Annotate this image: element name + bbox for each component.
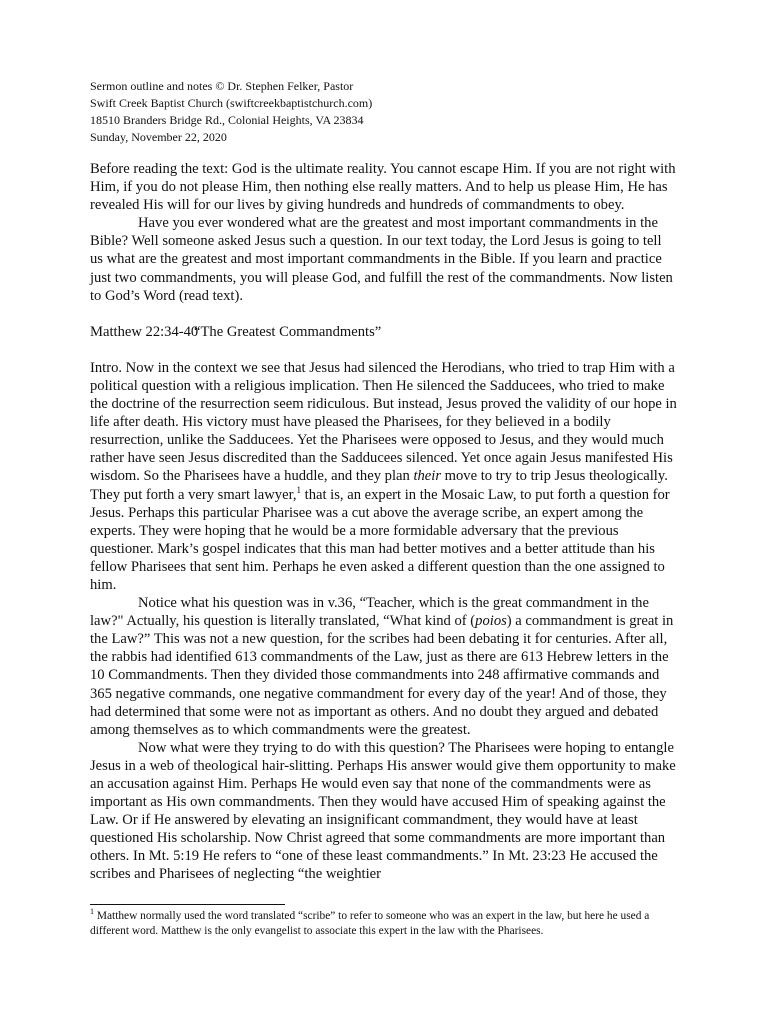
footnote-divider xyxy=(90,904,285,905)
body-paragraph-2-text-a: Notice what his question was in v.36, “Teacher, which is the great commandment in the law?" Actually, his question is literally translated, “What kind of ( xyxy=(90,595,649,630)
body-paragraph-1-emphasis: their xyxy=(413,468,442,485)
sermon-title: “The Greatest Commandments” xyxy=(194,323,382,340)
body-paragraph-1-text-c: that is, an expert in the Mosaic Law, to put forth a question for Jesus. Perhaps this particular Pharisee was a cut above the average scribe, an expert among the experts. They were hoping that he would be a more formidable adversary that the previous questioner. Mark’s gospel indicates that this man had better motives and a better attitude than his fellow Pharisees that sent him. Perhaps he even asked a different question than the one assigned to him. xyxy=(90,486,670,593)
intro-paragraph-1: Before reading the text: God is the ultimate reality. You cannot escape Him. If you are not right with Him, if you do not please Him, then nothing else really matters. And to help us please Him, He has revealed His will for our lives by giving hundreds and hundreds of commandments to obey. xyxy=(90,161,676,214)
header-author-line: Sermon outline and notes © Dr. Stephen Felker, Pastor xyxy=(90,79,354,93)
header-date-line: Sunday, November 22, 2020 xyxy=(90,130,227,144)
intro-paragraph-2: Have you ever wondered what are the greatest and most important commandments in the Bible? Well someone asked Jesus such a question. In our text today, the Lord Jesus is going to tell us what are the greatest and most important commandments in the Bible. If you learn and practice just two commandments, you will please God, and fulfill the rest of the commandments. Now listen to God’s Word (read text). xyxy=(90,215,673,304)
footnote-text: Matthew normally used the word translated “scribe” to refer to someone who was an expert in the law, but here he used a different word. Matthew is the only evangelist to associate this expert in the law with the Pharisees. xyxy=(90,910,650,937)
header-church-line: Swift Creek Baptist Church (swiftcreekbaptistchurch.com) xyxy=(90,96,373,110)
document-page xyxy=(90,78,678,884)
body-paragraph-1-text-b: move to try to trip Jesus theologically. They put forth a very smart lawyer, xyxy=(90,468,668,503)
sermon-body xyxy=(90,160,678,884)
body-paragraph-2-text-b: ) a commandment is great in the Law?” This was not a new question, for the scribes had been debating it for centuries. After all, the rabbis had identified 613 commandments of the Law, just as there are 613 Hebrew letters in the 10 Commandments. Then they divided those commandments into 248 affirmative commands and 365 negative commands, one negative commandment for every day of the year! And of those, they had determined that some were not as important as others. And no doubt they argued and debated among themselves as to which commandments were the greatest. xyxy=(90,613,674,738)
sermon-header xyxy=(90,78,678,146)
body-paragraph-3: Now what were they trying to do with this question? The Pharisees were hoping to entangle Jesus in a web of theological hair-slitting. Perhaps His answer would give them opportunity to make an accusation against Him. Perhaps He would even say that none of the commandments were as important as His own commandments. Then they would have accused Him of speaking against the Law. Or if He answered by elevating an insignificant commandment, they would have at least questioned His scholarship. Now Christ agreed that some commandments are more important than others. In Mt. 5:19 He refers to “one of these least commandments.” In Mt. 23:23 He accused the scribes and Pharisees of neglecting “the weightier xyxy=(90,739,676,883)
footnote xyxy=(90,909,678,939)
body-paragraph-2-emphasis: poios xyxy=(475,613,507,630)
header-address-line: 18510 Branders Bridge Rd., Colonial Heights, VA 23834 xyxy=(90,113,364,127)
scripture-reference: Matthew 22:34-40 xyxy=(90,323,199,340)
footnote-reference-1[interactable]: 1 xyxy=(296,484,301,495)
body-paragraph-1 xyxy=(90,359,678,594)
body-paragraph-2 xyxy=(90,594,678,739)
footnote-marker: 1 xyxy=(90,907,94,917)
body-paragraph-1-text-a: Intro. Now in the context we see that Jesus had silenced the Herodians, who tried to trap Him with a political question with a religious implication. Then He silenced the Sadducees, who tried to make the doctrine of the resurrection seem ridiculous. But instead, Jesus proved the validity of our hope in life after death. His victory must have pleased the Pharisees, for they believed in a bodily resurrection, unlike the Sadducees. Yet the Pharisees were opposed to Jesus, and they would much rather have seen Jesus discredited than the Sadducees silenced. Yet once again Jesus manifested His wisdom. So the Pharisees have a huddle, and they plan xyxy=(90,359,677,485)
sermon-title-line xyxy=(90,323,678,341)
